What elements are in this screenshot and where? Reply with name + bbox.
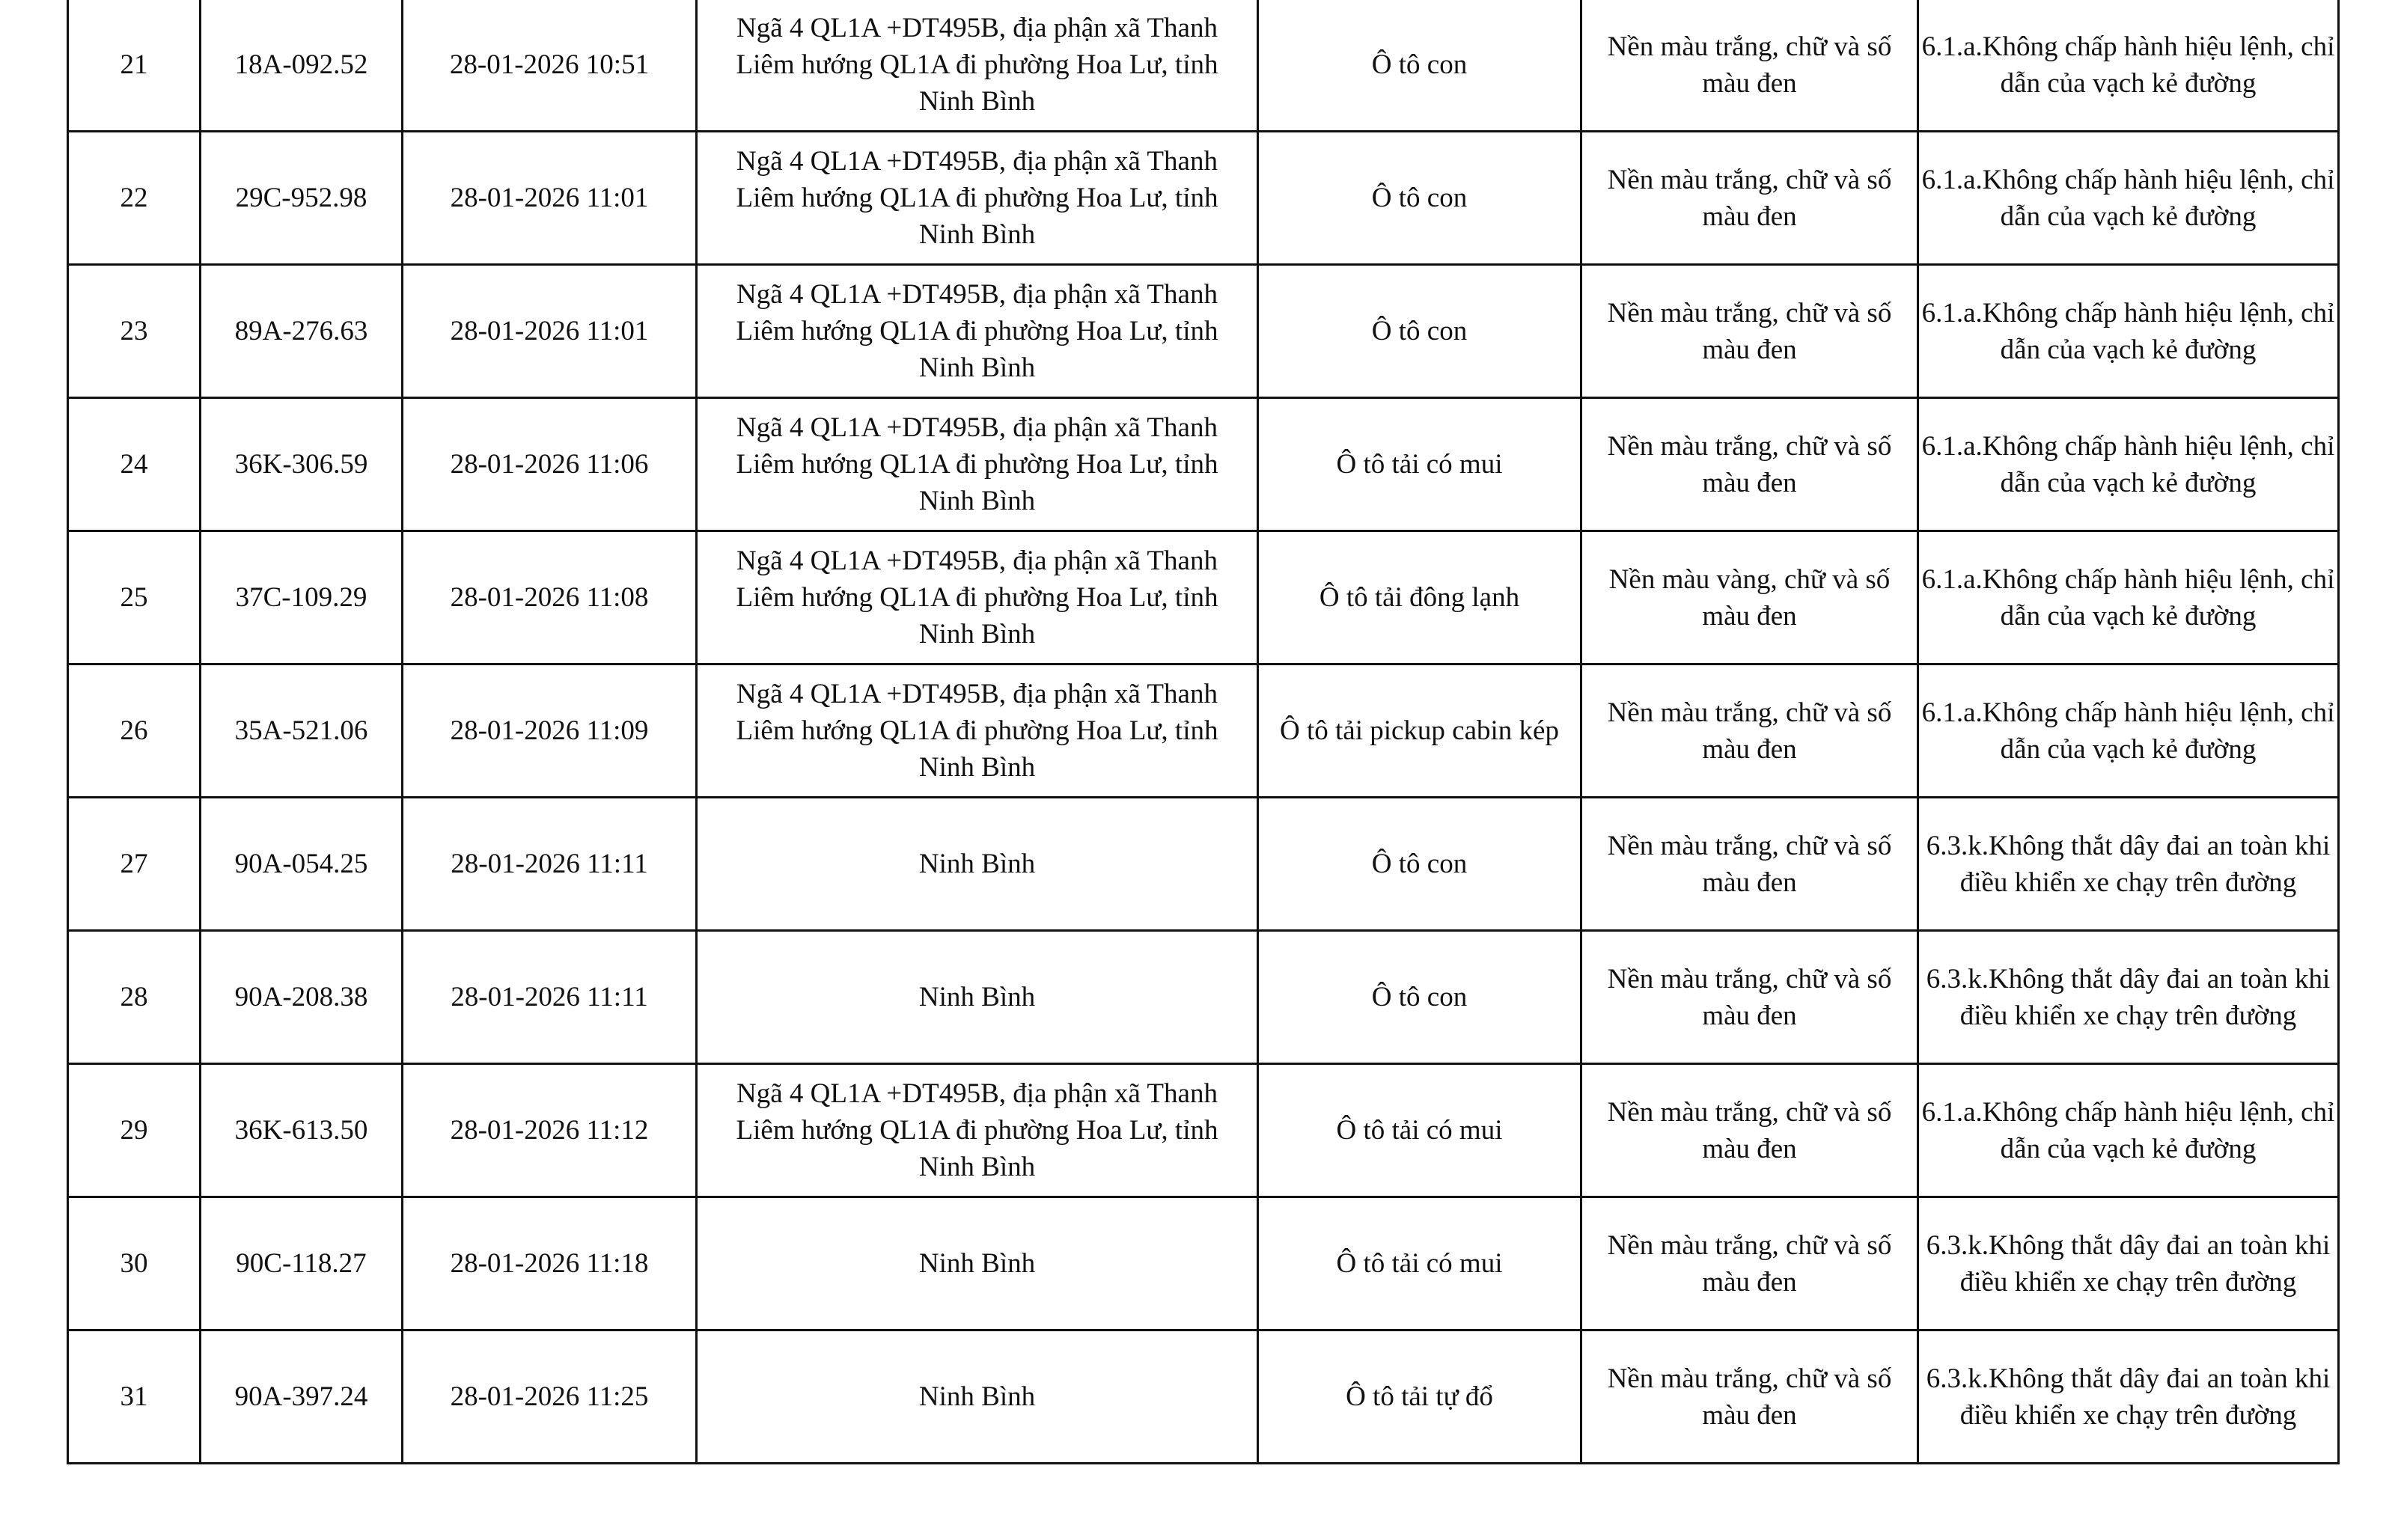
table-row [68,0,2339,132]
plate-color: Nền màu trắng, chữ và số màu đen [1581,931,1918,1064]
plate-color: Nền màu trắng, chữ và số màu đen [1581,1064,1918,1197]
violation-description: 6.1.a.Không chấp hành hiệu lệnh, chỉ dẫn của vạch kẻ đường [1918,1064,2339,1197]
license-plate: 35A-521.06 [201,664,403,798]
violation-description: 6.1.a.Không chấp hành hiệu lệnh, chỉ dẫn của vạch kẻ đường [1918,531,2339,664]
violation-description: 6.3.k.Không thắt dây đai an toàn khi điều khiển xe chạy trên đường [1918,798,2339,931]
violation-description: 6.3.k.Không thắt dây đai an toàn khi điều khiển xe chạy trên đường [1918,1330,2339,1464]
row-number: 31 [68,1330,201,1464]
violation-location: Ngã 4 QL1A +DT495B, địa phận xã Thanh Liêm hướng QL1A đi phường Hoa Lư, tỉnh Ninh Bình [697,0,1258,132]
row-number: 26 [68,664,201,798]
license-plate: 90A-208.38 [201,931,403,1064]
row-number: 23 [68,265,201,398]
plate-color: Nền màu trắng, chữ và số màu đen [1581,798,1918,931]
license-plate: 37C-109.29 [201,531,403,664]
violation-location: Ninh Bình [697,931,1258,1064]
violation-time: 28-01-2026 11:01 [403,132,697,265]
violation-time: 28-01-2026 11:08 [403,531,697,664]
plate-color: Nền màu trắng, chữ và số màu đen [1581,0,1918,132]
table-row [68,1064,2339,1197]
table-row [68,265,2339,398]
violation-location: Ninh Bình [697,798,1258,931]
row-number: 22 [68,132,201,265]
vehicle-type: Ô tô tải có mui [1258,1064,1581,1197]
license-plate: 36K-306.59 [201,398,403,531]
license-plate: 90A-054.25 [201,798,403,931]
violation-location: Ngã 4 QL1A +DT495B, địa phận xã Thanh Liêm hướng QL1A đi phường Hoa Lư, tỉnh Ninh Bình [697,132,1258,265]
row-number: 27 [68,798,201,931]
violation-description: 6.3.k.Không thắt dây đai an toàn khi điều khiển xe chạy trên đường [1918,931,2339,1064]
violation-location: Ngã 4 QL1A +DT495B, địa phận xã Thanh Liêm hướng QL1A đi phường Hoa Lư, tỉnh Ninh Bình [697,664,1258,798]
vehicle-type: Ô tô tải pickup cabin kép [1258,664,1581,798]
row-number: 21 [68,0,201,132]
vehicle-type: Ô tô tải đông lạnh [1258,531,1581,664]
row-number: 30 [68,1197,201,1330]
table-row [68,132,2339,265]
table-row [68,798,2339,931]
violation-location: Ninh Bình [697,1330,1258,1464]
violation-description: 6.1.a.Không chấp hành hiệu lệnh, chỉ dẫn của vạch kẻ đường [1918,265,2339,398]
violation-time: 28-01-2026 11:11 [403,931,697,1064]
license-plate: 89A-276.63 [201,265,403,398]
violation-time: 28-01-2026 11:18 [403,1197,697,1330]
license-plate: 90A-397.24 [201,1330,403,1464]
vehicle-type: Ô tô con [1258,0,1581,132]
vehicle-type: Ô tô tải có mui [1258,398,1581,531]
license-plate: 90C-118.27 [201,1197,403,1330]
table-row [68,1330,2339,1464]
violation-description: 6.1.a.Không chấp hành hiệu lệnh, chỉ dẫn của vạch kẻ đường [1918,664,2339,798]
vehicle-type: Ô tô tải có mui [1258,1197,1581,1330]
plate-color: Nền màu trắng, chữ và số màu đen [1581,664,1918,798]
row-number: 24 [68,398,201,531]
plate-color: Nền màu trắng, chữ và số màu đen [1581,1197,1918,1330]
vehicle-type: Ô tô con [1258,798,1581,931]
violation-time: 28-01-2026 11:12 [403,1064,697,1197]
row-number: 28 [68,931,201,1064]
violation-time: 28-01-2026 11:01 [403,265,697,398]
vehicle-type: Ô tô con [1258,265,1581,398]
violation-description: 6.1.a.Không chấp hành hiệu lệnh, chỉ dẫn của vạch kẻ đường [1918,398,2339,531]
violation-description: 6.1.a.Không chấp hành hiệu lệnh, chỉ dẫn của vạch kẻ đường [1918,0,2339,132]
violation-location: Ngã 4 QL1A +DT495B, địa phận xã Thanh Liêm hướng QL1A đi phường Hoa Lư, tỉnh Ninh Bình [697,265,1258,398]
table-row [68,1197,2339,1330]
license-plate: 36K-613.50 [201,1064,403,1197]
plate-color: Nền màu trắng, chữ và số màu đen [1581,265,1918,398]
violation-location: Ngã 4 QL1A +DT495B, địa phận xã Thanh Liêm hướng QL1A đi phường Hoa Lư, tỉnh Ninh Bình [697,531,1258,664]
violation-location: Ninh Bình [697,1197,1258,1330]
table-row [68,931,2339,1064]
table-row [68,664,2339,798]
plate-color: Nền màu trắng, chữ và số màu đen [1581,1330,1918,1464]
violation-location: Ngã 4 QL1A +DT495B, địa phận xã Thanh Liêm hướng QL1A đi phường Hoa Lư, tỉnh Ninh Bình [697,398,1258,531]
license-plate: 18A-092.52 [201,0,403,132]
plate-color: Nền màu trắng, chữ và số màu đen [1581,398,1918,531]
vehicle-type: Ô tô con [1258,132,1581,265]
violation-time: 28-01-2026 11:11 [403,798,697,931]
license-plate: 29C-952.98 [201,132,403,265]
vehicle-type: Ô tô con [1258,931,1581,1064]
row-number: 25 [68,531,201,664]
plate-color: Nền màu vàng, chữ và số màu đen [1581,531,1918,664]
violation-description: 6.1.a.Không chấp hành hiệu lệnh, chỉ dẫn của vạch kẻ đường [1918,132,2339,265]
table-row [68,531,2339,664]
violation-time: 28-01-2026 11:09 [403,664,697,798]
row-number: 29 [68,1064,201,1197]
violation-time: 28-01-2026 10:51 [403,0,697,132]
violation-location: Ngã 4 QL1A +DT495B, địa phận xã Thanh Liêm hướng QL1A đi phường Hoa Lư, tỉnh Ninh Bình [697,1064,1258,1197]
table-row [68,398,2339,531]
violation-description: 6.3.k.Không thắt dây đai an toàn khi điều khiển xe chạy trên đường [1918,1197,2339,1330]
violation-time: 28-01-2026 11:25 [403,1330,697,1464]
violation-time: 28-01-2026 11:06 [403,398,697,531]
plate-color: Nền màu trắng, chữ và số màu đen [1581,132,1918,265]
vehicle-type: Ô tô tải tự đổ [1258,1330,1581,1464]
violations-table [67,0,2340,1464]
